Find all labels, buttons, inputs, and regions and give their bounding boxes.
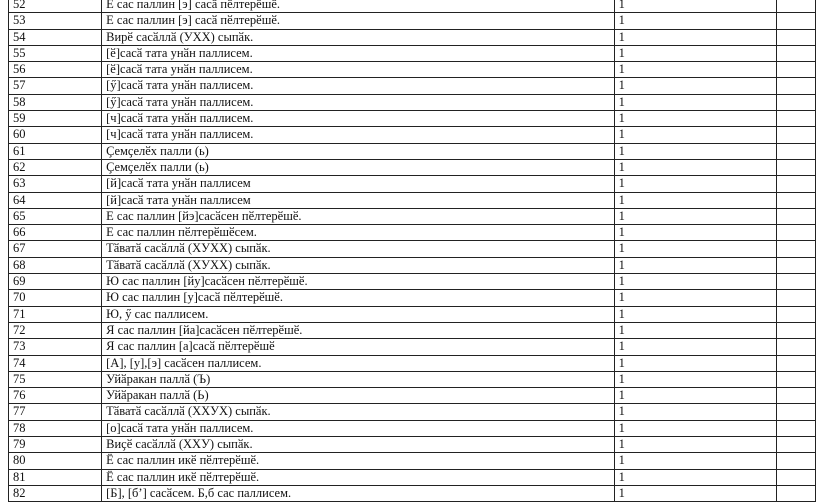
lesson-number: 61	[9, 143, 102, 159]
lesson-extra	[776, 159, 815, 175]
table-row	[9, 388, 816, 404]
lesson-hours: 1	[614, 388, 776, 404]
lesson-extra	[776, 388, 815, 404]
lesson-hours: 1	[614, 469, 776, 485]
lesson-hours: 1	[614, 404, 776, 420]
lesson-hours: 1	[614, 62, 776, 78]
lesson-hours: 1	[614, 274, 776, 290]
lesson-topic: Вирӗ сасӑллӑ (УХХ) сыпӑк.	[102, 29, 614, 45]
table-row	[9, 143, 816, 159]
lesson-hours: 1	[614, 159, 776, 175]
lesson-extra	[776, 0, 815, 13]
lesson-number: 52	[9, 0, 102, 13]
lesson-number: 77	[9, 404, 102, 420]
lesson-topic: [Б], [б’] сасӑсем. Б,б сас паллисем.	[102, 485, 614, 501]
lesson-extra	[776, 290, 815, 306]
table-row	[9, 420, 816, 436]
lesson-number: 76	[9, 388, 102, 404]
lesson-topic: Уйӑракан паллӑ (Ъ)	[102, 371, 614, 387]
lesson-hours: 1	[614, 257, 776, 273]
table-row	[9, 176, 816, 192]
lesson-hours: 1	[614, 192, 776, 208]
table-row	[9, 225, 816, 241]
lesson-extra	[776, 225, 815, 241]
lesson-number: 70	[9, 290, 102, 306]
lesson-topic: Тӑватӑ сасӑллӑ (ХУХХ) сыпӑк.	[102, 241, 614, 257]
lesson-hours: 1	[614, 13, 776, 29]
lesson-extra	[776, 420, 815, 436]
lesson-number: 64	[9, 192, 102, 208]
table-row	[9, 437, 816, 453]
lesson-hours: 1	[614, 225, 776, 241]
table-row	[9, 241, 816, 257]
lesson-topic: Ё сас паллин икӗ пӗлтерӗшӗ.	[102, 453, 614, 469]
lesson-extra	[776, 306, 815, 322]
lesson-extra	[776, 45, 815, 61]
lesson-hours: 1	[614, 143, 776, 159]
lesson-hours: 1	[614, 355, 776, 371]
lesson-extra	[776, 339, 815, 355]
lesson-topic: [о]сасӑ тата унӑн паллисем.	[102, 420, 614, 436]
lesson-hours: 1	[614, 290, 776, 306]
lesson-number: 81	[9, 469, 102, 485]
table-row	[9, 0, 816, 13]
table-row	[9, 453, 816, 469]
lesson-number: 60	[9, 127, 102, 143]
lesson-topic: Ҫемҫелӗх палли (ь)	[102, 143, 614, 159]
lesson-number: 67	[9, 241, 102, 257]
lesson-topic: Е сас паллин пӗлтерӗшӗсем.	[102, 225, 614, 241]
lesson-hours: 1	[614, 94, 776, 110]
lesson-number: 56	[9, 62, 102, 78]
table-row	[9, 192, 816, 208]
table-row	[9, 404, 816, 420]
lesson-extra	[776, 322, 815, 338]
table-row	[9, 78, 816, 94]
lesson-topic: Тӑватӑ сасӑллӑ (ХУХХ) сыпӑк.	[102, 257, 614, 273]
lesson-topic: Ё сас паллин икӗ пӗлтерӗшӗ.	[102, 469, 614, 485]
lesson-topic: [ӗ]сасӑ тата унӑн паллисем.	[102, 62, 614, 78]
table-row	[9, 159, 816, 175]
lesson-extra	[776, 94, 815, 110]
lesson-hours: 1	[614, 453, 776, 469]
table-row	[9, 355, 816, 371]
lesson-topic: [й]сасӑ тата унӑн паллисем	[102, 192, 614, 208]
table-row	[9, 339, 816, 355]
lesson-number: 53	[9, 13, 102, 29]
lesson-number: 65	[9, 208, 102, 224]
table-row	[9, 94, 816, 110]
lesson-topic: [ӳ]сасӑ тата унӑн паллисем.	[102, 78, 614, 94]
lesson-extra	[776, 257, 815, 273]
table-row	[9, 371, 816, 387]
lesson-number: 54	[9, 29, 102, 45]
lesson-hours: 1	[614, 306, 776, 322]
lesson-extra	[776, 404, 815, 420]
table-row	[9, 322, 816, 338]
lesson-number: 75	[9, 371, 102, 387]
lesson-topic: Ю сас паллин [у]сасӑ пӗлтерӗшӗ.	[102, 290, 614, 306]
lesson-extra	[776, 78, 815, 94]
lesson-hours: 1	[614, 241, 776, 257]
lesson-hours: 1	[614, 176, 776, 192]
lesson-number: 79	[9, 437, 102, 453]
lesson-number: 59	[9, 111, 102, 127]
lesson-topic: [ч]сасӑ тата унӑн паллисем.	[102, 127, 614, 143]
lesson-hours: 1	[614, 0, 776, 13]
lesson-number: 78	[9, 420, 102, 436]
lesson-topic: Уйӑракан паллӑ (Ь)	[102, 388, 614, 404]
lesson-number: 66	[9, 225, 102, 241]
lesson-hours: 1	[614, 78, 776, 94]
lesson-topic: Я сас паллин [йа]сасӑсен пӗлтерӗшӗ.	[102, 322, 614, 338]
lesson-hours: 1	[614, 127, 776, 143]
lesson-topic: Я сас паллин [а]сасӑ пӗлтерӗшӗ	[102, 339, 614, 355]
lesson-number: 71	[9, 306, 102, 322]
lesson-hours: 1	[614, 45, 776, 61]
lesson-number: 69	[9, 274, 102, 290]
lesson-hours: 1	[614, 420, 776, 436]
lesson-topic: Ҫемҫелӗх палли (ь)	[102, 159, 614, 175]
lesson-extra	[776, 453, 815, 469]
lesson-extra	[776, 371, 815, 387]
lesson-extra	[776, 143, 815, 159]
lesson-extra	[776, 437, 815, 453]
lesson-topic: [ӳ]сасӑ тата унӑн паллисем.	[102, 94, 614, 110]
lesson-number: 58	[9, 94, 102, 110]
lesson-extra	[776, 192, 815, 208]
lesson-hours: 1	[614, 111, 776, 127]
lesson-number: 82	[9, 485, 102, 501]
lesson-hours: 1	[614, 208, 776, 224]
lesson-topic: [й]сасӑ тата унӑн паллисем	[102, 176, 614, 192]
lesson-number: 73	[9, 339, 102, 355]
table-body	[9, 0, 816, 502]
table-row	[9, 13, 816, 29]
table-row	[9, 306, 816, 322]
lesson-hours: 1	[614, 371, 776, 387]
lesson-topic: Тӑватӑ сасӑллӑ (ХХУХ) сыпӑк.	[102, 404, 614, 420]
lesson-hours: 1	[614, 29, 776, 45]
lesson-hours: 1	[614, 322, 776, 338]
lesson-hours: 1	[614, 485, 776, 501]
table-row	[9, 45, 816, 61]
lesson-hours: 1	[614, 437, 776, 453]
lesson-extra	[776, 485, 815, 501]
table-row	[9, 111, 816, 127]
lesson-number: 68	[9, 257, 102, 273]
table-row	[9, 29, 816, 45]
lesson-plan-table	[8, 0, 816, 502]
lesson-extra	[776, 241, 815, 257]
lesson-topic: Е сас паллин [э] сасӑ пӗлтерӗшӗ.	[102, 13, 614, 29]
lesson-extra	[776, 29, 815, 45]
lesson-extra	[776, 127, 815, 143]
table-row	[9, 469, 816, 485]
table-row	[9, 485, 816, 501]
lesson-number: 80	[9, 453, 102, 469]
lesson-number: 62	[9, 159, 102, 175]
lesson-topic: Ю, ӳ сас паллисем.	[102, 306, 614, 322]
table-row	[9, 257, 816, 273]
table-row	[9, 290, 816, 306]
lesson-number: 74	[9, 355, 102, 371]
lesson-number: 57	[9, 78, 102, 94]
lesson-topic: Виҫӗ сасӑллӑ (ХХУ) сыпӑк.	[102, 437, 614, 453]
lesson-extra	[776, 62, 815, 78]
lesson-extra	[776, 176, 815, 192]
lesson-extra	[776, 469, 815, 485]
lesson-topic: Е сас паллин [э] сасӑ пӗлтерӗшӗ.	[102, 0, 614, 13]
lesson-extra	[776, 13, 815, 29]
table-row	[9, 208, 816, 224]
lesson-extra	[776, 274, 815, 290]
table-row	[9, 127, 816, 143]
lesson-number: 55	[9, 45, 102, 61]
lesson-extra	[776, 111, 815, 127]
lesson-extra	[776, 355, 815, 371]
lesson-topic: [А], [у],[э] сасӑсен паллисем.	[102, 355, 614, 371]
lesson-topic: Ю сас паллин [йу]сасӑсен пӗлтерӗшӗ.	[102, 274, 614, 290]
lesson-extra	[776, 208, 815, 224]
lesson-number: 72	[9, 322, 102, 338]
table-row	[9, 62, 816, 78]
lesson-number: 63	[9, 176, 102, 192]
lesson-hours: 1	[614, 339, 776, 355]
lesson-topic: [ӗ]сасӑ тата унӑн паллисем.	[102, 45, 614, 61]
lesson-topic: Е сас паллин [йэ]сасӑсен пӗлтерӗшӗ.	[102, 208, 614, 224]
table-row	[9, 274, 816, 290]
lesson-topic: [ч]сасӑ тата унӑн паллисем.	[102, 111, 614, 127]
